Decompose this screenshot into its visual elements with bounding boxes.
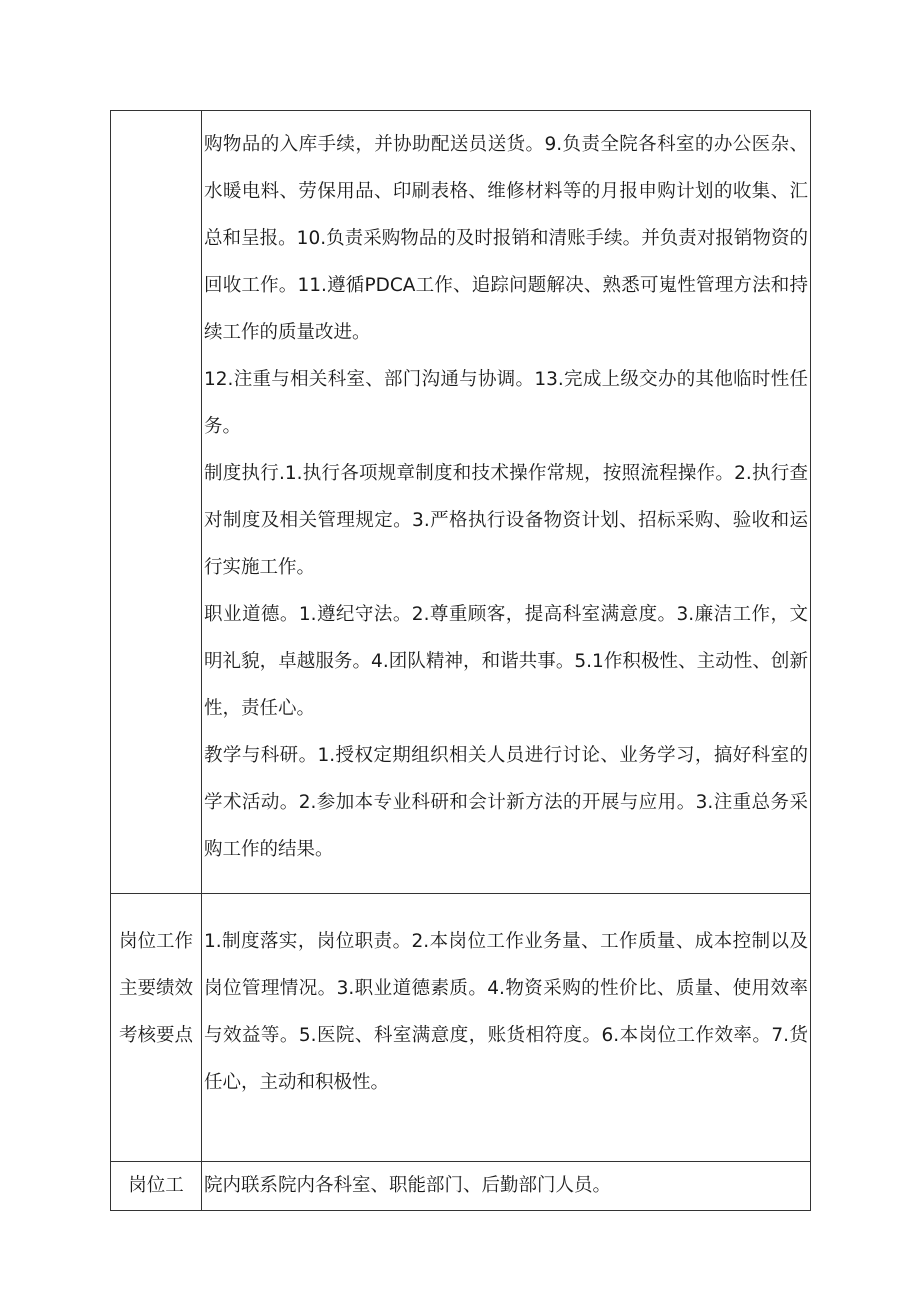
row-content-cell — [202, 894, 811, 1162]
row-content-cell — [202, 1162, 811, 1211]
duties-paragraph: 12.注重与相关科室、部门沟通与协调。13.完成上级交办的其他临时性任务。 — [204, 369, 808, 437]
row-label-cell — [111, 894, 202, 1162]
table-row — [111, 894, 811, 1162]
assessment-points-paragraph: 1.制度落实，岗位职责。2.本岗位工作业务量、工作质量、成本控制以及岗位管理情况。3.职业道德素质。4.物资采购的性价比、质量、使用效率与效益等。5.医院、科室满意度，账货相符度。6.本岗位工作效率。7.货任心，主动和积极性。 — [204, 931, 808, 1093]
table-row — [111, 111, 811, 894]
row-label: 岗位工 — [128, 1175, 184, 1196]
job-description-table — [110, 110, 811, 1211]
duties-paragraph: 购物品的入库手续，并协助配送员送货。9.负责全院各科室的办公医杂、水暖电料、劳保用品、印刷表格、维修材料等的月报申购计划的收集、汇总和呈报。10.负责采购物品的及时报销和清账手续。并负责对报销物资的回收工作。11.遵循PDCA工作、追踪问题解决、熟悉可嵬性管理方法和持续工作的质量改进。 — [204, 134, 808, 343]
system-execution-paragraph: 制度执行.1.执行各项规章制度和技术操作常规，按照流程操作。2.执行查对制度及相关管理规定。3.严格执行设备物资计划、招标采购、验收和运行实施工作。 — [204, 463, 808, 578]
table-row — [111, 1162, 811, 1211]
professional-ethics-paragraph: 职业道德。1.遵纪守法。2.尊重顾客，提高科室满意度。3.廉洁工作，文明礼貌，卓越服务。4.团队精神，和谐共事。5.1作积极性、主动性、创新性，责任心。 — [204, 604, 808, 719]
row-label: 岗位工作主要绩效考核要点 — [118, 931, 193, 1046]
teaching-research-paragraph: 教学与科研。1.授权定期组织相关人员进行讨论、业务学习，搞好科室的学术活动。2.参加本专业科研和会计新方法的开展与应用。3.注重总务采购工作的结果。 — [204, 745, 808, 860]
row-content-cell — [202, 111, 811, 894]
work-relations-paragraph: 院内联系院内各科室、职能部门、后勤部门人员。 — [204, 1175, 612, 1196]
row-label-cell — [111, 111, 202, 894]
row-label-cell — [111, 1162, 202, 1211]
